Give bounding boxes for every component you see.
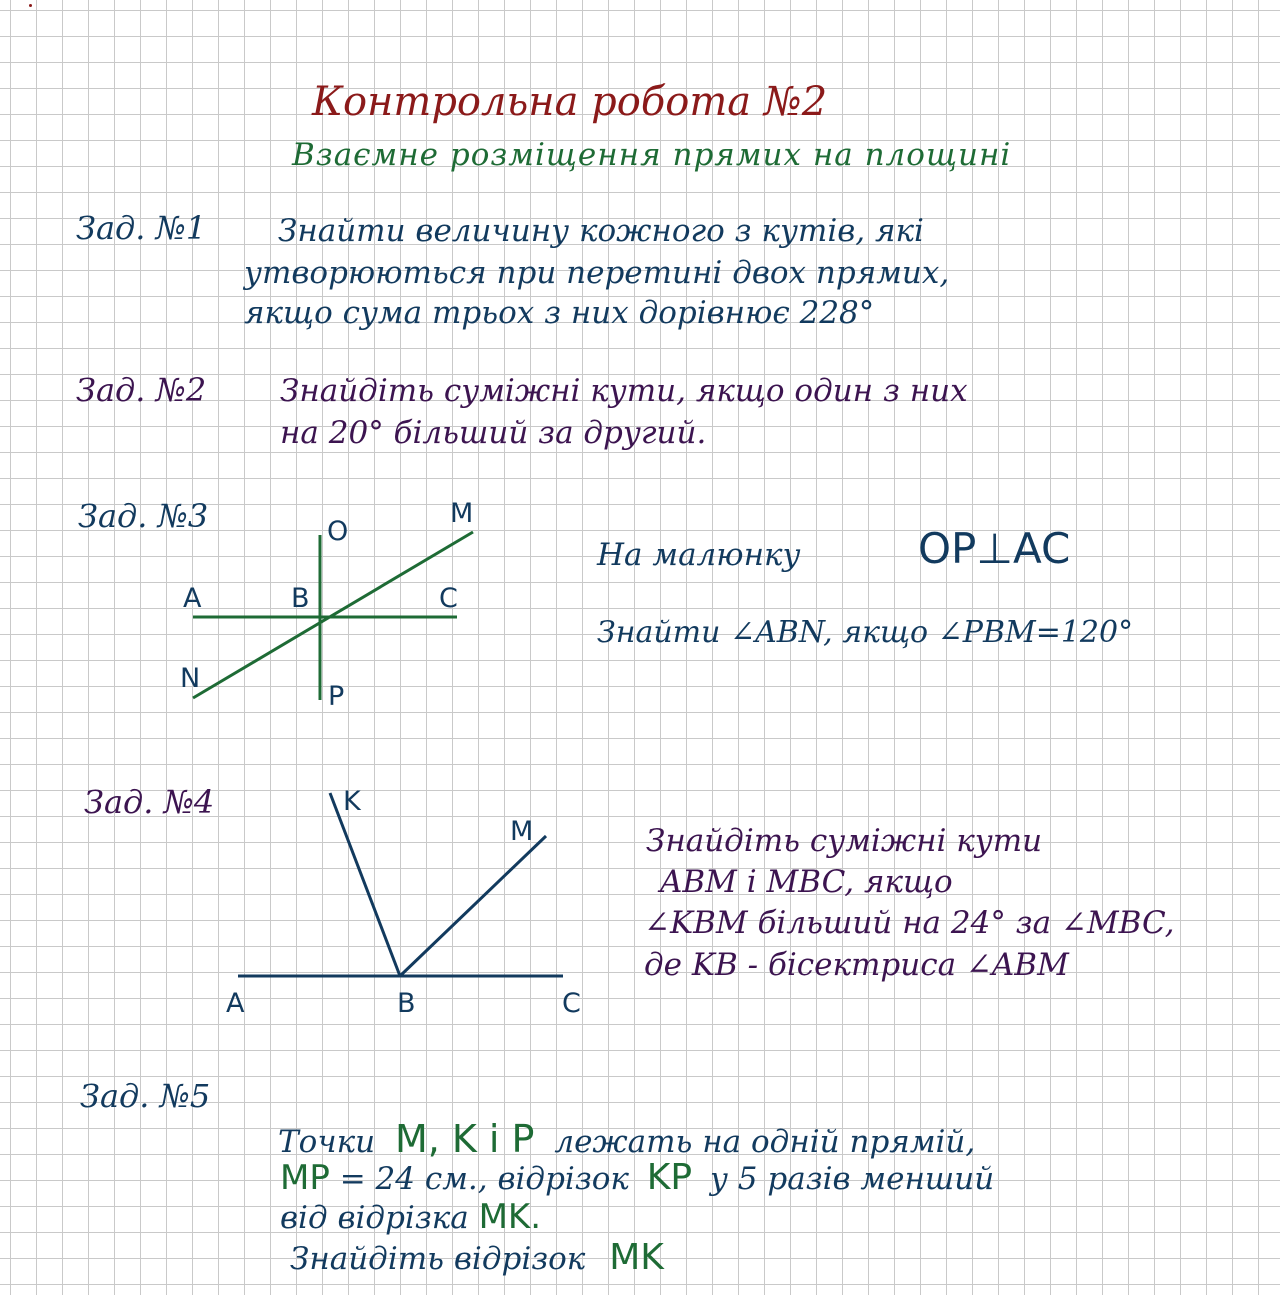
task2-line-1: Знайдіть суміжні кути, якщо один з них xyxy=(280,373,968,409)
ray-BK xyxy=(330,793,400,976)
task5-l2-MP: MP xyxy=(280,1158,330,1198)
task5-l3-a: від відрізка xyxy=(280,1200,469,1236)
point-P-label: P xyxy=(328,681,345,712)
point-C-label: C xyxy=(439,583,458,614)
point-M-label: M xyxy=(450,498,474,529)
task5-l2-d: у 5 разів менший xyxy=(709,1161,995,1197)
task5-line-3 xyxy=(280,1197,542,1237)
task2-line-2: на 20° більший за другий. xyxy=(280,415,707,451)
ray-BM xyxy=(400,836,546,976)
task4-line-1: Знайдіть суміжні кути xyxy=(646,823,1043,859)
task5-l1-a: Точки xyxy=(278,1124,376,1160)
task5-line-2 xyxy=(280,1157,995,1198)
task3-line-2: Знайти ∠ABN, якщо ∠PBM=120° xyxy=(597,615,1134,650)
point-A4-label: A xyxy=(226,988,245,1019)
task1-label: Зад. №1 xyxy=(76,209,207,247)
task4-label: Зад. №4 xyxy=(84,783,215,821)
task5-l1-c: лежать на одній прямій, xyxy=(554,1124,976,1160)
task3-line-1b: OP⊥AC xyxy=(918,524,1071,573)
task5-label: Зад. №5 xyxy=(80,1077,211,1115)
point-O-label: O xyxy=(327,516,349,547)
point-B4-label: B xyxy=(397,988,416,1019)
page-title: Контрольна робота №2 xyxy=(312,79,828,125)
point-C4-label: C xyxy=(562,988,581,1019)
line-NM xyxy=(193,532,473,698)
task1-line-3: якщо сума трьох з них дорівнює 228° xyxy=(244,295,875,331)
task1-line-1: Знайти величину кожного з кутів, які xyxy=(278,213,924,249)
task1-line-2: утворюються при перетині двох прямих, xyxy=(244,255,950,291)
task5-line-4 xyxy=(290,1237,664,1278)
task5-l4-MK: MK xyxy=(609,1237,664,1278)
task3-line-1a: На малюнку xyxy=(597,537,801,573)
task2-label: Зад. №2 xyxy=(76,371,207,409)
point-M4-label: M xyxy=(510,816,534,847)
task4-line-4: де KB - бісектриса ∠ABM xyxy=(644,947,1069,983)
task3-label: Зад. №3 xyxy=(78,497,209,535)
task5-l3-MK: MK. xyxy=(478,1197,542,1237)
task5-line-1 xyxy=(278,1117,976,1161)
point-K-label: K xyxy=(343,786,361,817)
task5-l2-KP: KP xyxy=(646,1157,693,1198)
page-subtitle: Взаємне розміщення прямих на площині xyxy=(292,137,1012,173)
task5-l4-a: Знайдіть відрізок xyxy=(290,1241,586,1277)
point-N-label: N xyxy=(180,663,201,694)
task4-line-2: ABM і MBC, якщо xyxy=(660,864,953,900)
point-B-label: B xyxy=(291,583,310,614)
task5-l2-b: = 24 см., відрізок xyxy=(339,1161,629,1197)
task4-line-3: ∠KBM більший на 24° за ∠MBC, xyxy=(644,905,1175,941)
task5-l1-points: M, K і P xyxy=(394,1117,535,1161)
point-A-label: A xyxy=(183,583,202,614)
